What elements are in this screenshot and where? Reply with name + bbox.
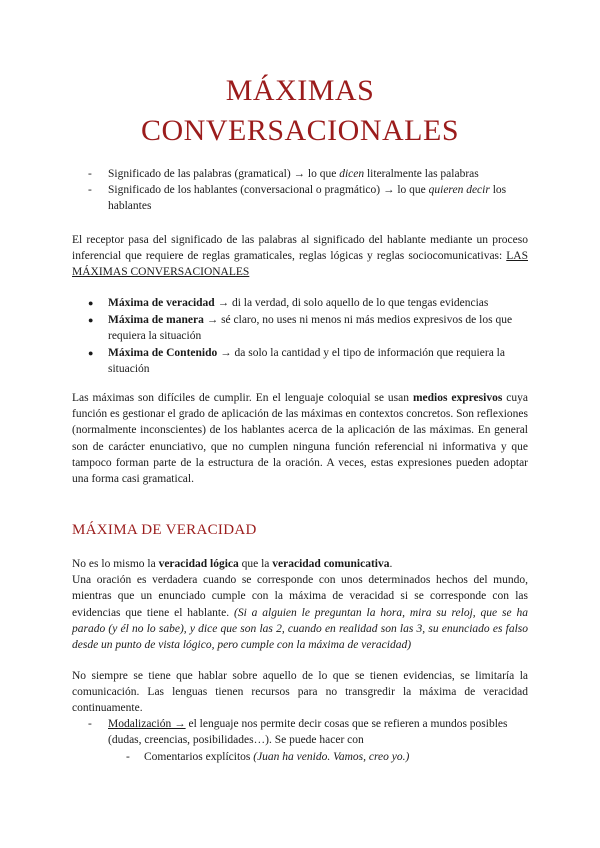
modalizacion-item: - Modalización → el lenguaje nos permite decir cosas que se refieren a mundos posibles (dudas, creencias, posibilidades…). Se puede hacer con [88,716,528,748]
maxima-contenido-item: ● Máxima de Contenido → da solo la cantidad y el tipo de información que requiera la situación [88,345,528,377]
intro-item-gramatical: - Significado de las palabras (gramatical) → lo que dicen literalmente las palabras [88,166,528,182]
title-line-2: CONVERSACIONALES [140,114,460,147]
veracidad-paragraph: No es lo mismo la veracidad lógica que la veracidad comunicativa. Una oración es verdadera cuando se corresponde con unos determinados hechos del mundo, mientras que un enunciado cumple con la máxima de veracidad si se corresponde con las evidencias que tiene el hablante. (Si a alguien le preguntan la hora, mira su reloj, que se ha parado (y él no lo sabe), y dice que son las 2, cuando en realidad son las 3, su enunciado es falso desde un punto de vista lógico, pero cumple con la máxima de veracidad) [72,558,528,652]
modalizacion-sublist [126,749,526,765]
comentarios-item: - Comentarios explícitos (Juan ha venido. Vamos, creo yo.) [126,749,526,765]
title-line-1: MÁXIMAS [225,74,375,107]
maxima-veracidad-item: ● Máxima de veracidad → di la verdad, di solo aquello de lo que tengas evidencias [88,295,528,311]
section-heading-veracidad: MÁXIMA DE VERACIDAD [72,522,257,538]
intro-list [88,166,528,214]
dificiles-paragraph: Las máximas son difíciles de cumplir. En el lenguaje coloquial se usan medios expresivos cuya función es gestionar el grado de aplicación de las máximas en contextos concretos. Son reflexiones (normalmente inconscientes) de los hablantes acerca de la aplicación de las máximas. En general son de carácter enunciativo, que no cumplen ninguna función referencial ni informativa y que tampoco forman parte de la estructura de la oración. A veces, estas expresiones pueden adoptar una forma casi gramatical. [72,392,528,486]
maxima-manera-item: ● Máxima de manera → sé claro, no uses ni menos ni más medios expresivos de los que requiera la situación [88,312,528,344]
maximas-underlined: LAS MÁXIMAS CONVERSACIONALES [72,250,528,279]
intro-item-pragmatico: - Significado de los hablantes (conversacional o pragmático) → lo que quieren decir los hablantes [88,182,528,214]
evidencias-paragraph: No siempre se tiene que hablar sobre aquello de lo que se tienen evidencias, se limitaría la comunicación. Las lenguas tienen recursos para no transgredir la máxima de veracidad continuamente. [72,670,528,715]
receptor-paragraph: El receptor pasa del significado de las palabras al significado del hablante mediante un proceso inferencial que requiere de reglas gramaticales, reglas lógicas y reglas sociocomunicativas: LAS MÁXIMAS CONVERSACIONALES [72,234,528,279]
maximas-list [88,295,528,378]
modalizacion-list [88,716,528,748]
